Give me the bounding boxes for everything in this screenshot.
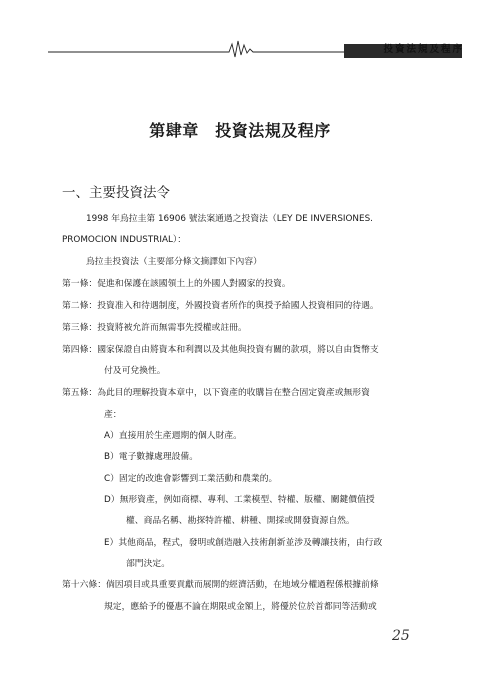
article-16-continuation: 規定，應給予的優惠不論在期限或金額上，將優於位於首都同等活動或 — [104, 602, 377, 612]
intro-paragraph-line: PROMOCION INDUSTRIAL）： — [62, 235, 187, 245]
chapter-title: 第肆章 投資法規及程序 — [149, 121, 331, 140]
article-4-continuation: 付及可兌換性。 — [104, 366, 166, 376]
intro-paragraph-line: 1998 年烏拉圭第 16906 號法案通過之投資法（LEY DE INVERSIONES. — [86, 214, 373, 224]
article-3: 第三條：投資將被允許而無需事先授權或註冊。 — [62, 323, 247, 333]
page-number: 25 — [392, 628, 410, 644]
article-16: 第十六條：倘因項目或具重要貢獻而展開的經濟活動，在地域分權過程係根據前條 — [62, 580, 379, 590]
article-1: 第一條：促進和保護在該國領土上的外國人對國家的投資。 — [62, 279, 291, 289]
article-2: 第二條：投資准入和待遇制度，外國投資者所作的與授予給國人投資相同的待遇。 — [62, 301, 379, 311]
law-note: 烏拉圭投資法（主要部分條文摘譯如下內容） — [86, 257, 262, 267]
list-item-c: C）固定的改進會影響到工業活動和農業的。 — [104, 474, 278, 484]
header-wave-line — [48, 38, 348, 58]
list-item-a: A）直接用於生產週期的個人財產。 — [104, 431, 242, 441]
list-item-e: E）其他商品，程式，發明或創造融入技術創新並涉及轉讓技術，由行政 — [104, 538, 383, 548]
list-item-e-continuation: 部門決定。 — [126, 559, 170, 569]
section-title: 一、主要投資法令 — [62, 185, 170, 201]
article-5-continuation: 產： — [104, 410, 122, 420]
running-header — [48, 38, 464, 58]
article-5: 第五條：為此目的理解投資本章中，以下資產的收購旨在整合固定資產或無形資 — [62, 388, 370, 398]
running-title: 投資法規及程序 — [383, 44, 464, 55]
article-4: 第四條：國家保證自由將資本和利潤以及其他與投資有關的款項，將以自由貨幣支 — [62, 345, 379, 355]
list-item-d: D）無形資產，例如商標、專利、工業模型、特權、版權、關鍵價值授 — [104, 495, 375, 505]
list-item-d-continuation: 權、商品名稱、勘探特許權、耕種、開採或開發資源自然。 — [126, 516, 355, 526]
list-item-b: B）電子數據處理設備。 — [104, 452, 199, 462]
